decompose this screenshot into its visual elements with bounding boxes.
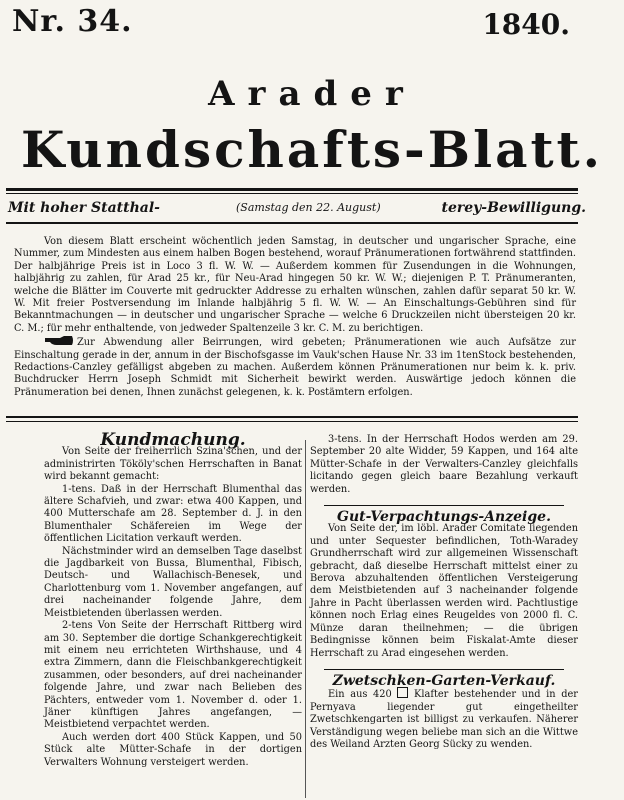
title-line-1: Arader [208, 74, 416, 114]
divider [324, 505, 564, 506]
section-rule-2 [6, 421, 578, 422]
privilege-left: Mit hoher Statthal- [8, 200, 160, 216]
title-line-2: Kundschafts-Blatt. [20, 120, 604, 179]
issue-date: (Samstag den 22. August) [236, 201, 381, 214]
notice-paragraph-1: Von diesem Blatt erscheint wöchentlich jeden Samstag, in deutscher und ungarischer Sprache, eine Nummer, zum Mindesten aus einem halben Bogen bestehend, worauf Pränumerationen fortwährend stattfinden. Der halbjährige Preis ist in Loco 3 fl. W. W. — Außerdem kommen für Zusendungen in die Wohnungen, halbjährig zu zahlen, für Arad 25 kr., für Neu-Arad hingegen 50 kr. W. W.; diejenigen P. T. Pränumeranten, welche die Blätter im Couverte mit gedruckter Addresse zu erhalten wünschen, zahlen dafür separat 50 kr. W. W. Mit freier Postversendung im Inlande halbjährig 5 fl. W. W. — An Einschaltungs-Gebühren sind für Bekanntmachungen — in deutscher und ungarischer Sprache — welche 6 Druckzeilen nicht übersteigen 20 kr. C. M.; für mehr enthaltende, von jedweder Spaltenzeile 3 kr. C. M. zu berichtigen. [14, 236, 576, 334]
kundmachung-item-1: 1-tens. Daß in der Herrschaft Blumenthal das ältere Schafvieh, und zwar: etwa 400 Kappen, und 400 Mutterschafe am 28. September d. J. in den Blumenthaler Schäfereien im Wege der öffentlichen Licitation verkauft werden. [44, 483, 302, 545]
notice-paragraph-2-text: Zur Abwendung aller Beirrungen, wird gebeten; Pränumerationen wie auch Aufsätze zur Einschaltung gerade in der, annum in der Bischofsgasse im Vauk'schen Hause Nr. 33 im 1tenStock bestehenden, Redactions-Canzley gefälligst abgeben zu machen. Außerdem können Pränumerationen nur beim k. k. priv. Buchdrucker Herrn Joseph Schmidt mit Sicherheit bewirkt werden. Auswärtige jedoch können die Pränumeration bei denen, Ihnen zunächst gelegenen, k. k. Postämtern erfolgen. [14, 337, 576, 398]
left-column [44, 430, 302, 769]
kundmachung-item-3: 3-tens. In der Herrschaft Hodos werden am 29. September 20 alte Widder, 59 Kappen, und 164 alte Mütter-Schafe in der Verwalters-Canzley gleichfalls licitando gegen gleich baare Bezahlung verkauft werden. [310, 434, 578, 495]
gut-verpachtung-body: Von Seite der, im löbl. Arader Comitate liegenden und unter Sequester befindlichen, Toth-Waradey Grundherrschaft wird zur allgemeinen Wissenschaft gebracht, daß dieselbe Herrschaft mittelst einer zu Berova abzuhaltenden öffentlichen Versteigerung dem Meistbietenden auf 3 nacheinander folgende Jahre in Pacht überlassen werden wird. Pachtlustige können noch Erlag eines Reugeldes von 2000 fl. C. Münze daran theilnehmen; — die übrigen Bedingnisse können beim Fiskalat-Amte dieser Herrschaft zu Arad eingesehen werden. [310, 523, 578, 659]
kundmachung-intro: Von Seite der freiherrlich Szina'schen, und der administrirten Tököly'schen Herrschaften in Banat wird bekannt gemacht: [44, 446, 302, 483]
notice-paragraph-2 [14, 335, 576, 399]
kundmachung-item-1b: Nächstminder wird an demselben Tage daselbst die Jagdbarkeit von Bussa, Blumenthal, Fibisch, Deutsch- und Wallachisch-Benesek, und Charlottenburg vom 1. November angefangen, auf drei nacheinander folgende Jahre, dem Meistbietenden überlassen werden. [44, 545, 302, 619]
kundmachung-item-2: 2-tens Von Seite der Herrschaft Rittberg wird am 30. September die dortige Schankgerechtigkeit mit einem neu errichteten Wirthshause, und 4 extra Zimmern, dann die Fleischbankgerechtigkeit zusammen, oder besonders, auf drei nacheinander folgende Jahre, und zwar nach Belieben des Pächters, entweder vom 1. November d. oder 1. Jäner künftigen Jahres angefangen, — Meistbietend verpachtet werden. [44, 620, 302, 731]
zwetschken-body [310, 687, 578, 751]
pointing-hand-icon [44, 335, 74, 346]
section-rule-1 [6, 416, 578, 418]
masthead-rule-thin [6, 193, 578, 194]
right-column [310, 434, 578, 751]
kundmachung-item-2b: Auch werden dort 400 Stück Kappen, und 50 Stück alte Mütter-Schafe in der dortigen Verwalters Wohnung versteigert werden. [44, 731, 302, 768]
masthead-rule-thick [6, 188, 578, 191]
issue-number: Nr. 34. [12, 4, 133, 39]
issue-year: 1840. [482, 8, 570, 41]
gut-verpachtung-heading: Gut-Verpachtungs-Anzeige. [337, 509, 551, 526]
divider [324, 669, 564, 670]
privilege-rule [6, 222, 578, 224]
square-fathom-symbol [397, 687, 408, 698]
privilege-right: terey-Bewilligung. [441, 200, 586, 216]
column-divider [305, 440, 306, 798]
subscription-notice [14, 236, 576, 399]
zwetschken-body-start: Ein aus 420 [328, 689, 392, 701]
kundmachung-heading: Kundmachung. [100, 430, 246, 450]
zwetschken-body-rest: Klafter bestehender und in der Pernyava liegender gut eingetheilter Zwetschkengarten ist billigst zu verkaufen. Näherer Verständigung wegen beliebe man sich an die Wittwe des Weiland Arzten Georg Sücky zu wenden. [310, 689, 578, 750]
zwetschken-heading: Zwetschken-Garten-Verkauf. [332, 672, 556, 689]
